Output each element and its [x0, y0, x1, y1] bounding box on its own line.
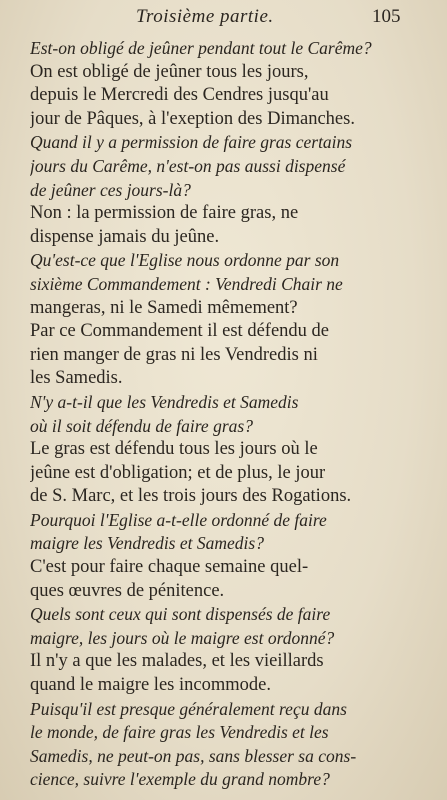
answer-line: de S. Marc, et les trois jours des Rogations.: [30, 486, 352, 507]
question-line: cience, suivre l'exemple du grand nombre?: [30, 769, 330, 790]
question-line: Pourquoi l'Eglise a-t-elle ordonné de faire: [30, 509, 327, 530]
answer-line: les Samedis.: [30, 368, 123, 389]
page-header: [0, 3, 447, 29]
question-line: Quels sont ceux qui sont dispensés de faire: [30, 604, 331, 625]
question-line: maigre les Vendredis et Samedis?: [30, 533, 264, 554]
answer-line: Par ce Commandement il est défendu de: [30, 321, 329, 342]
question-line: Quand il y a permission de faire gras certains: [30, 132, 353, 153]
answer-line: mangeras, ni le Samedi mêmement?: [30, 297, 298, 318]
answer-line: rien manger de gras ni les Vendredis ni: [30, 344, 318, 365]
answer-line: quand le maigre les incommode.: [30, 675, 271, 696]
answer-line: Non : la permission de faire gras, ne: [30, 203, 299, 224]
answer-line: jeûne est d'obligation; et de plus, le jour: [30, 462, 326, 483]
question-line: le monde, de faire gras les Vendredis et les: [30, 722, 329, 743]
answer-line: On est obligé de jeûner tous les jours,: [30, 61, 309, 82]
body-text: [30, 37, 436, 792]
question-line: maigre, les jours où le maigre est ordonné?: [30, 627, 335, 648]
question-line: de jeûner ces jours-là?: [30, 179, 191, 200]
answer-line: ques œuvres de pénitence.: [30, 580, 225, 601]
answer-line: jour de Pâques, à l'exeption des Dimanches.: [30, 108, 355, 129]
question-line: Samedis, ne peut-on pas, sans blesser sa cons-: [30, 745, 357, 766]
question-line: N'y a-t-il que les Vendredis et Samedis: [30, 391, 299, 412]
answer-line: C'est pour faire chaque semaine quel-: [30, 557, 309, 578]
running-head: Troisième partie.: [136, 6, 274, 27]
question-line: où il soit défendu de faire gras?: [30, 415, 253, 436]
question-line: Puisqu'il est presque généralement reçu dans: [30, 698, 347, 719]
answer-line: Le gras est défendu tous les jours où le: [30, 439, 318, 460]
question-line: jours du Carême, n'est-on pas aussi dispensé: [30, 155, 346, 176]
question-line: Qu'est-ce que l'Eglise nous ordonne par son: [30, 250, 340, 271]
answer-line: dispense jamais du jeûne.: [30, 226, 220, 247]
question-line: sixième Commandement : Vendredi Chair ne: [30, 273, 343, 294]
answer-line: depuis le Mercredi des Cendres jusqu'au: [30, 85, 329, 106]
page-number: 105: [372, 6, 401, 27]
answer-line: Il n'y a que les malades, et les vieillards: [30, 651, 324, 672]
question-line: Est-on obligé de jeûner pendant tout le Carême?: [30, 38, 372, 58]
